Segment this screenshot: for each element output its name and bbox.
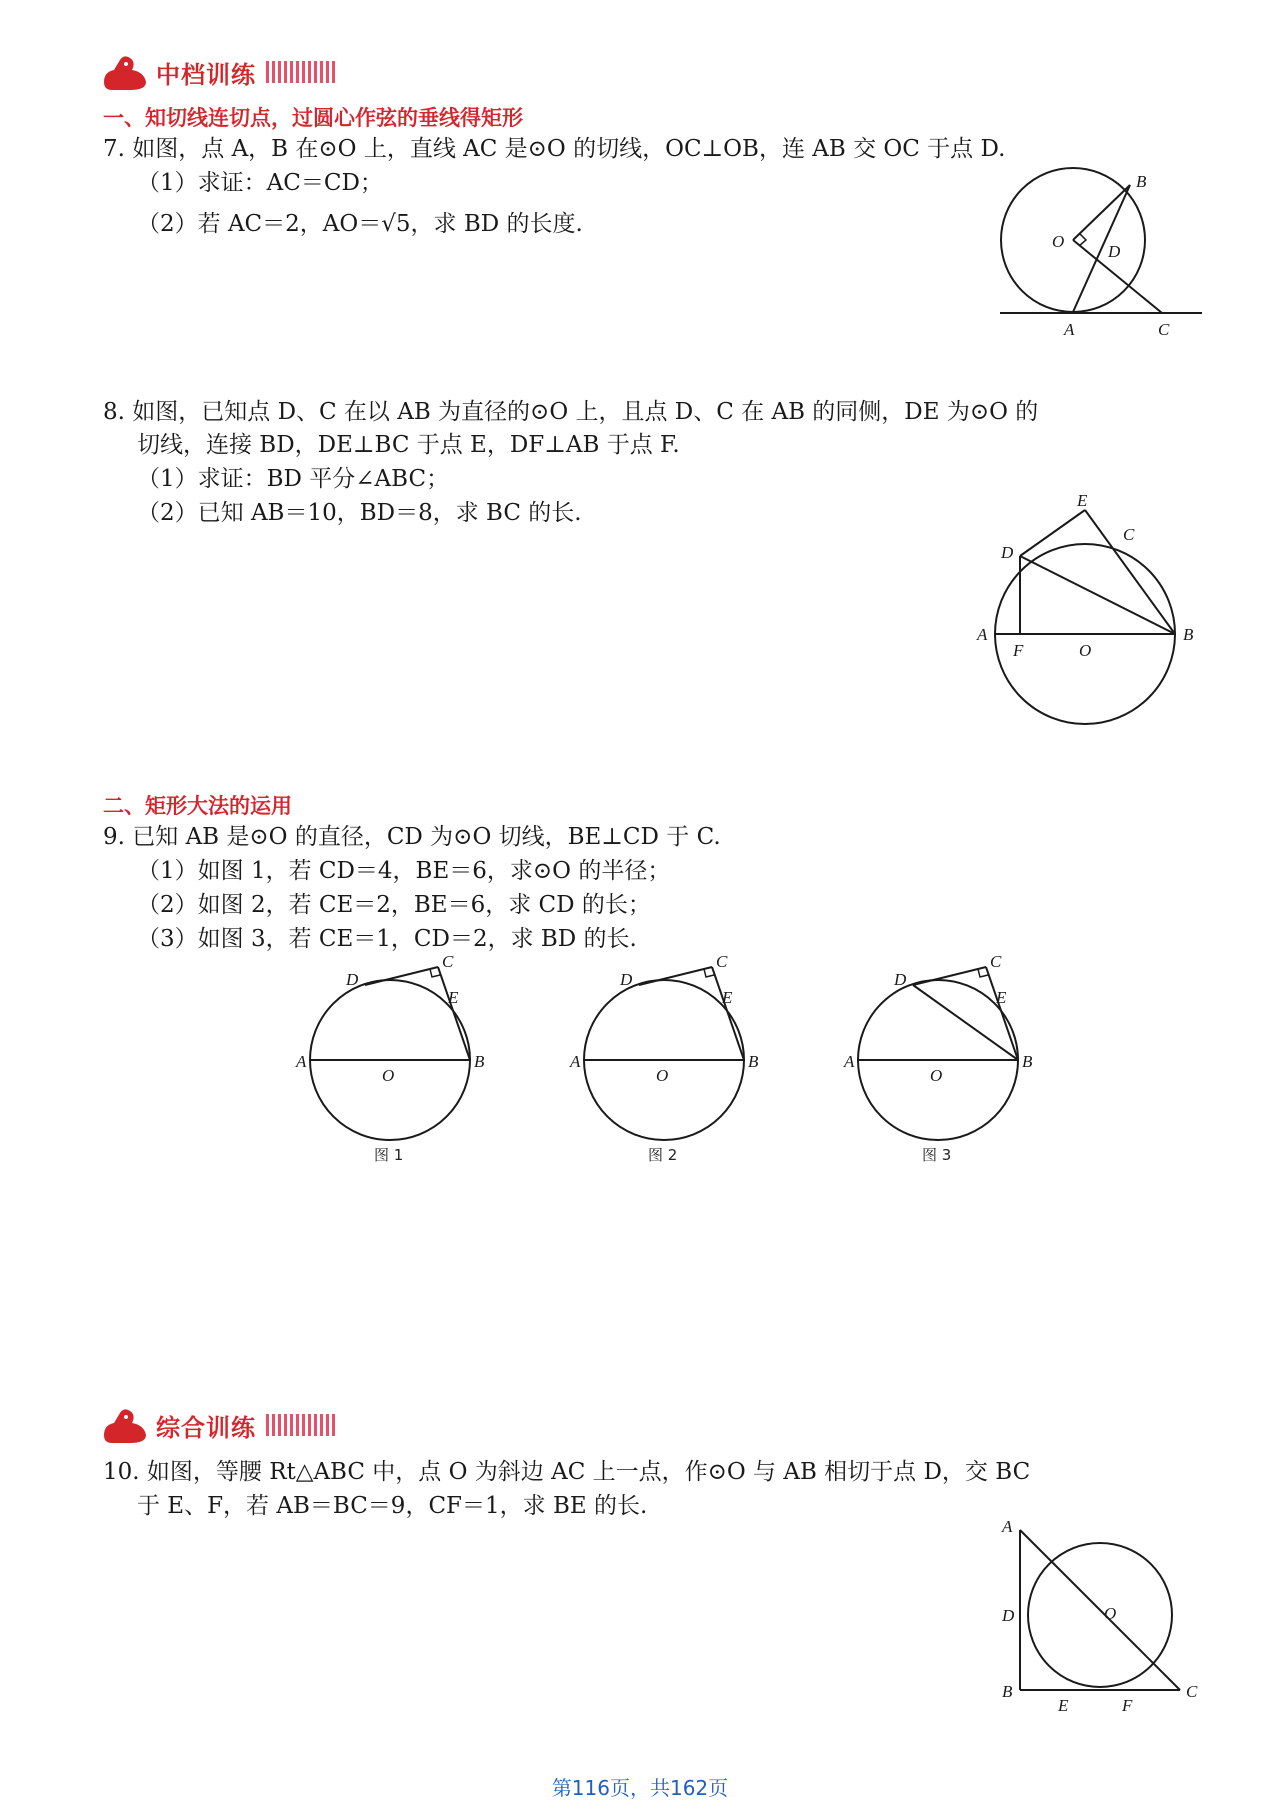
section-heading-2: 二、矩形大法的运用 <box>103 794 292 818</box>
section-banner-mid <box>100 52 335 92</box>
problem-10-stem-line2: 于 E、F，若 AB＝BC＝9，CF＝1，求 BE 的长. <box>137 1493 648 1519</box>
section-heading-1: 一、知切线连切点，过圆心作弦的垂线得矩形 <box>103 106 523 130</box>
fig10-label-B: B <box>1002 1682 1013 1701</box>
problem-7-q1: （1）求证：AC＝CD； <box>137 170 383 196</box>
fig10-label-C: C <box>1186 1682 1198 1701</box>
fig9-1-label-C: C <box>442 955 454 971</box>
fig9-3-label-C: C <box>990 955 1002 971</box>
fig9-3-label-E: E <box>996 988 1007 1007</box>
fig9-3-label-D: D <box>894 970 907 989</box>
fig8-label-F: F <box>1013 641 1024 660</box>
fig9-1-label-B: B <box>474 1052 485 1071</box>
fig9-1-segment-CB <box>438 967 470 1060</box>
fig9-2-label-E: E <box>722 988 733 1007</box>
fig10-label-O: O <box>1104 1604 1117 1623</box>
fig9-1-label-E: E <box>448 988 459 1007</box>
fig8-label-D: D <box>1001 543 1014 562</box>
fig9-3-label-O: O <box>930 1066 943 1085</box>
fig10-circle <box>1028 1543 1172 1687</box>
fig9-1-tangent-DC <box>365 967 438 985</box>
figure-9-3 <box>838 955 1048 1170</box>
fig8-label-A: A <box>977 625 988 644</box>
fig8-label-O: O <box>1079 641 1092 660</box>
fig9-2-label-B: B <box>748 1052 759 1071</box>
fig7-label-C: C <box>1158 320 1170 339</box>
problem-8-stem-line1: 8. 如图，已知点 D、C 在以 AB 为直径的⊙O 上，且点 D、C 在 AB 的同侧，DE 为⊙O 的 <box>103 399 1039 425</box>
fig9-2-label-C: C <box>716 955 728 971</box>
mascot-icon <box>100 1405 150 1445</box>
problem-7-stem: 7. 如图，点 A，B 在⊙O 上，直线 AC 是⊙O 的切线，OC⊥OB，连 AB 交 OC 于点 D. <box>103 136 1006 162</box>
banner-title: 中档训练 <box>156 60 256 89</box>
fig7-label-A: A <box>1064 320 1075 339</box>
problem-8-q2: （2）已知 AB＝10，BD＝8，求 BC 的长. <box>137 500 582 526</box>
problem-8-stem-line2: 切线，连接 BD，DE⊥BC 于点 E，DF⊥AB 于点 F. <box>137 432 680 458</box>
figure-8 <box>975 492 1210 728</box>
fig9-2-label-A: A <box>570 1052 581 1071</box>
fig9-3-label-A: A <box>844 1052 855 1071</box>
fig9-1-label-O: O <box>382 1066 395 1085</box>
figure-9-1 <box>290 955 500 1170</box>
fig9-1-label-A: A <box>296 1052 307 1071</box>
section-banner-comprehensive <box>100 1405 335 1445</box>
figure-9-2 <box>564 955 774 1170</box>
page-counter: 第116页，共162页 <box>551 1776 729 1800</box>
fig7-right-angle-mark <box>1079 234 1086 246</box>
banner-stripes <box>266 1414 335 1436</box>
fig9-1-caption: 图 1 <box>374 1146 404 1164</box>
fig9-2-label-O: O <box>656 1066 669 1085</box>
fig9-2-caption: 图 2 <box>648 1146 678 1164</box>
problem-9-q2: （2）如图 2，若 CE＝2，BE＝6，求 CD 的长； <box>137 892 651 918</box>
fig7-label-B: B <box>1136 172 1147 191</box>
fig8-label-C: C <box>1123 525 1135 544</box>
fig8-label-E: E <box>1077 492 1088 510</box>
fig7-label-D: D <box>1108 242 1121 261</box>
fig10-hypotenuse-AC <box>1020 1530 1180 1690</box>
fig9-2-tangent-DC <box>639 967 712 985</box>
banner-title: 综合训练 <box>156 1413 256 1442</box>
problem-10-stem-line1: 10. 如图，等腰 Rt△ABC 中，点 O 为斜边 AC 上一点，作⊙O 与 AB 相切于点 D，交 BC <box>103 1459 1031 1485</box>
fig8-label-B: B <box>1183 625 1194 644</box>
problem-9-q1: （1）如图 1，若 CD＝4，BE＝6，求⊙O 的半径； <box>137 858 671 884</box>
problem-9-stem: 9. 已知 AB 是⊙O 的直径，CD 为⊙O 切线，BE⊥CD 于 C. <box>103 824 721 850</box>
fig10-label-E: E <box>1058 1696 1069 1715</box>
problem-8-q1: （1）求证：BD 平分∠ABC； <box>137 466 450 492</box>
fig9-3-caption: 图 3 <box>922 1146 952 1164</box>
fig8-segment-DB <box>1020 556 1175 634</box>
figure-10 <box>990 1515 1205 1715</box>
figure-7 <box>990 165 1210 345</box>
fig10-label-F: F <box>1122 1696 1133 1715</box>
fig10-label-A: A <box>1002 1517 1013 1536</box>
fig7-label-O: O <box>1052 232 1065 251</box>
fig9-3-tangent-DC <box>913 967 986 985</box>
problem-9-q3: （3）如图 3，若 CE＝1，CD＝2，求 BD 的长. <box>137 926 637 952</box>
banner-stripes <box>266 61 335 83</box>
problem-7-q2: （2）若 AC＝2，AO＝√5，求 BD 的长度. <box>137 211 583 237</box>
mascot-icon <box>100 52 150 92</box>
fig9-3-segment-CB <box>986 967 1018 1060</box>
fig9-3-label-B: B <box>1022 1052 1033 1071</box>
fig9-2-label-D: D <box>620 970 633 989</box>
fig7-segment-OB <box>1073 185 1130 240</box>
fig9-2-segment-CB <box>712 967 744 1060</box>
fig9-1-label-D: D <box>346 970 359 989</box>
fig10-label-D: D <box>1002 1606 1015 1625</box>
